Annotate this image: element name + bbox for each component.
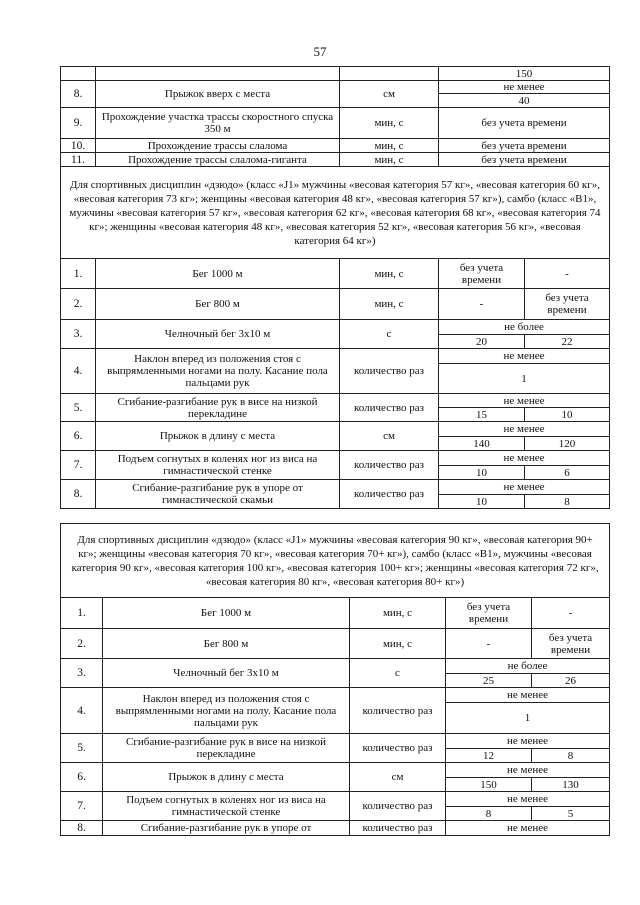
exercise-name: Бег 800 м — [96, 289, 340, 320]
table-row — [61, 320, 610, 335]
norm-qualifier: не менее — [446, 763, 610, 778]
norm-women: - — [525, 259, 610, 289]
exercise-name — [96, 67, 340, 81]
section-header: Для спортивных дисциплин «дзюдо» (класс «J1» мужчины «весовая категория 90 кг», «весовая категория 90+ кг»; женщины «весовая категория 70 кг», «весовая категория 70+ кг»), самбо (класс «B1», мужчины «весовая категория 90 кг», «весовая категория 100 кг», «весовая категория 100+ кг»; женщины «весовая категория 72 кг», «весовая категория 80 кг», «весовая категория 80+ кг») — [61, 524, 610, 598]
norm-qualifier: не менее — [446, 734, 610, 749]
unit: количество раз — [350, 734, 446, 763]
norm-value: 150 — [439, 67, 610, 81]
norm-women: без учета времени — [525, 289, 610, 320]
table-row — [61, 422, 610, 437]
unit: см — [340, 81, 439, 108]
norm-women: 22 — [525, 335, 610, 349]
exercise-name: Сгибание-разгибание рук в висе на низкой перекладине — [96, 394, 340, 422]
norm-men: - — [439, 289, 525, 320]
exercise-name: Прыжок вверх с места — [96, 81, 340, 108]
row-number: 8. — [61, 480, 96, 509]
exercise-name: Сгибание-разгибание рук в висе на низкой перекладине — [103, 734, 350, 763]
norm-qualifier: не более — [446, 659, 610, 674]
table-row — [61, 480, 610, 495]
row-number: 5. — [61, 734, 103, 763]
norm-qualifier: не менее — [439, 81, 610, 94]
norm-men: 12 — [446, 749, 532, 763]
norm-qualifier: не менее — [439, 349, 610, 364]
norm-women: 10 — [525, 408, 610, 422]
norm-men: - — [446, 629, 532, 659]
row-number: 3. — [61, 320, 96, 349]
unit: мин, с — [340, 259, 439, 289]
unit: см — [340, 422, 439, 451]
row-number: 4. — [61, 688, 103, 734]
norm-value: 1 — [439, 364, 610, 394]
norm-men: 150 — [446, 778, 532, 792]
row-number: 9. — [61, 108, 96, 139]
norm-qualifier: не менее — [446, 821, 610, 836]
unit: количество раз — [340, 349, 439, 394]
row-number: 7. — [61, 792, 103, 821]
table-row — [61, 763, 610, 778]
unit: с — [340, 320, 439, 349]
exercise-name: Сгибание-разгибание рук в упоре от гимнастической скамьи — [96, 480, 340, 509]
norm-men: 15 — [439, 408, 525, 422]
unit: мин, с — [340, 139, 439, 153]
row-number: 1. — [61, 259, 96, 289]
table-row — [61, 821, 610, 836]
unit: количество раз — [340, 480, 439, 509]
exercise-name: Прохождение трассы слалома — [96, 139, 340, 153]
norm-qualifier: не менее — [439, 451, 610, 466]
table-row — [61, 451, 610, 466]
table-row — [61, 108, 610, 139]
table-row — [61, 67, 610, 81]
row-number: 7. — [61, 451, 96, 480]
row-number — [61, 67, 96, 81]
exercise-name: Прыжок в длину с места — [96, 422, 340, 451]
norm-value: без учета времени — [439, 153, 610, 167]
exercise-name: Прохождение участка трассы скоростного спуска 350 м — [96, 108, 340, 139]
row-number: 8. — [61, 821, 103, 836]
table-row — [61, 598, 610, 629]
norms-table-1 — [60, 66, 610, 509]
exercise-name: Прыжок в длину с места — [103, 763, 350, 792]
norm-qualifier: не менее — [439, 422, 610, 437]
norm-men: 8 — [446, 807, 532, 821]
exercise-name: Наклон вперед из положения стоя с выпрямленными ногами на полу. Касание пола пальцами рук — [96, 349, 340, 394]
table-row — [61, 289, 610, 320]
exercise-name: Подъем согнутых в коленях ног из виса на гимнастической стенке — [103, 792, 350, 821]
table-row — [61, 629, 610, 659]
exercise-name: Наклон вперед из положения стоя с выпрямленными ногами на полу. Касание пола пальцами рук — [103, 688, 350, 734]
table-row — [61, 139, 610, 153]
section-header: Для спортивных дисциплин «дзюдо» (класс «J1» мужчины «весовая категория 57 кг», «весовая категория 60 кг», «весовая категория 73 кг»; женщины «весовая категория 48 кг», «весовая категория 57 кг»), самбо (класс «B1», мужчины «весовая категория 57 кг», «весовая категория 62 кг», «весовая категория 68 кг», «весовая категория 74 кг»; женщины «весовая категория 48 кг», «весовая категория 52 кг», «весовая категория 56 кг», «весовая категория 64 кг») — [61, 167, 610, 259]
norm-women: 26 — [532, 674, 610, 688]
norm-men: 10 — [439, 466, 525, 480]
table-row — [61, 81, 610, 94]
table-row — [61, 259, 610, 289]
unit: с — [350, 659, 446, 688]
norm-qualifier: не менее — [446, 792, 610, 807]
row-number: 10. — [61, 139, 96, 153]
row-number: 5. — [61, 394, 96, 422]
unit: см — [350, 763, 446, 792]
table-row — [61, 734, 610, 749]
unit: мин, с — [340, 153, 439, 167]
exercise-name: Подъем согнутых в коленях ног из виса на гимнастической стенке — [96, 451, 340, 480]
unit: количество раз — [350, 688, 446, 734]
norm-value: 40 — [439, 94, 610, 108]
table-row — [61, 688, 610, 703]
exercise-name: Прохождение трассы слалома-гиганта — [96, 153, 340, 167]
table-row — [61, 349, 610, 364]
table-row — [61, 792, 610, 807]
unit: мин, с — [340, 108, 439, 139]
norm-women: без учета времени — [532, 629, 610, 659]
row-number: 2. — [61, 629, 103, 659]
norm-men: без учета времени — [439, 259, 525, 289]
norm-men: 20 — [439, 335, 525, 349]
section-header-row — [61, 524, 610, 598]
norm-value: 1 — [446, 703, 610, 734]
table-row — [61, 394, 610, 408]
norm-men: 140 — [439, 437, 525, 451]
row-number: 4. — [61, 349, 96, 394]
norm-qualifier: не менее — [439, 394, 610, 408]
section-header-row — [61, 167, 610, 259]
unit: мин, с — [350, 598, 446, 629]
page-number: 57 — [313, 44, 327, 59]
norm-men: 25 — [446, 674, 532, 688]
row-number: 11. — [61, 153, 96, 167]
row-number: 8. — [61, 81, 96, 108]
exercise-name: Челночный бег 3x10 м — [96, 320, 340, 349]
norm-women: 6 — [525, 466, 610, 480]
row-number: 3. — [61, 659, 103, 688]
row-number: 6. — [61, 422, 96, 451]
unit: мин, с — [350, 629, 446, 659]
norm-women: 5 — [532, 807, 610, 821]
row-number: 2. — [61, 289, 96, 320]
norm-qualifier: не более — [439, 320, 610, 335]
exercise-name: Бег 1000 м — [96, 259, 340, 289]
table-row — [61, 153, 610, 167]
norm-women: - — [532, 598, 610, 629]
table-row — [61, 659, 610, 674]
exercise-name: Челночный бег 3x10 м — [103, 659, 350, 688]
norm-women: 8 — [525, 495, 610, 509]
unit: количество раз — [340, 394, 439, 422]
norm-value: без учета времени — [439, 108, 610, 139]
norm-men: 10 — [439, 495, 525, 509]
row-number: 6. — [61, 763, 103, 792]
exercise-name: Бег 800 м — [103, 629, 350, 659]
exercise-name: Бег 1000 м — [103, 598, 350, 629]
norms-table-2 — [60, 523, 610, 836]
unit: количество раз — [350, 792, 446, 821]
norm-qualifier: не менее — [439, 480, 610, 495]
unit: мин, с — [340, 289, 439, 320]
norm-value: без учета времени — [439, 139, 610, 153]
norm-men: без учета времени — [446, 598, 532, 629]
unit — [340, 67, 439, 81]
norm-qualifier: не менее — [446, 688, 610, 703]
exercise-name: Сгибание-разгибание рук в упоре от — [103, 821, 350, 836]
norm-women: 120 — [525, 437, 610, 451]
norm-women: 8 — [532, 749, 610, 763]
norm-women: 130 — [532, 778, 610, 792]
row-number: 1. — [61, 598, 103, 629]
unit: количество раз — [340, 451, 439, 480]
unit: количество раз — [350, 821, 446, 836]
